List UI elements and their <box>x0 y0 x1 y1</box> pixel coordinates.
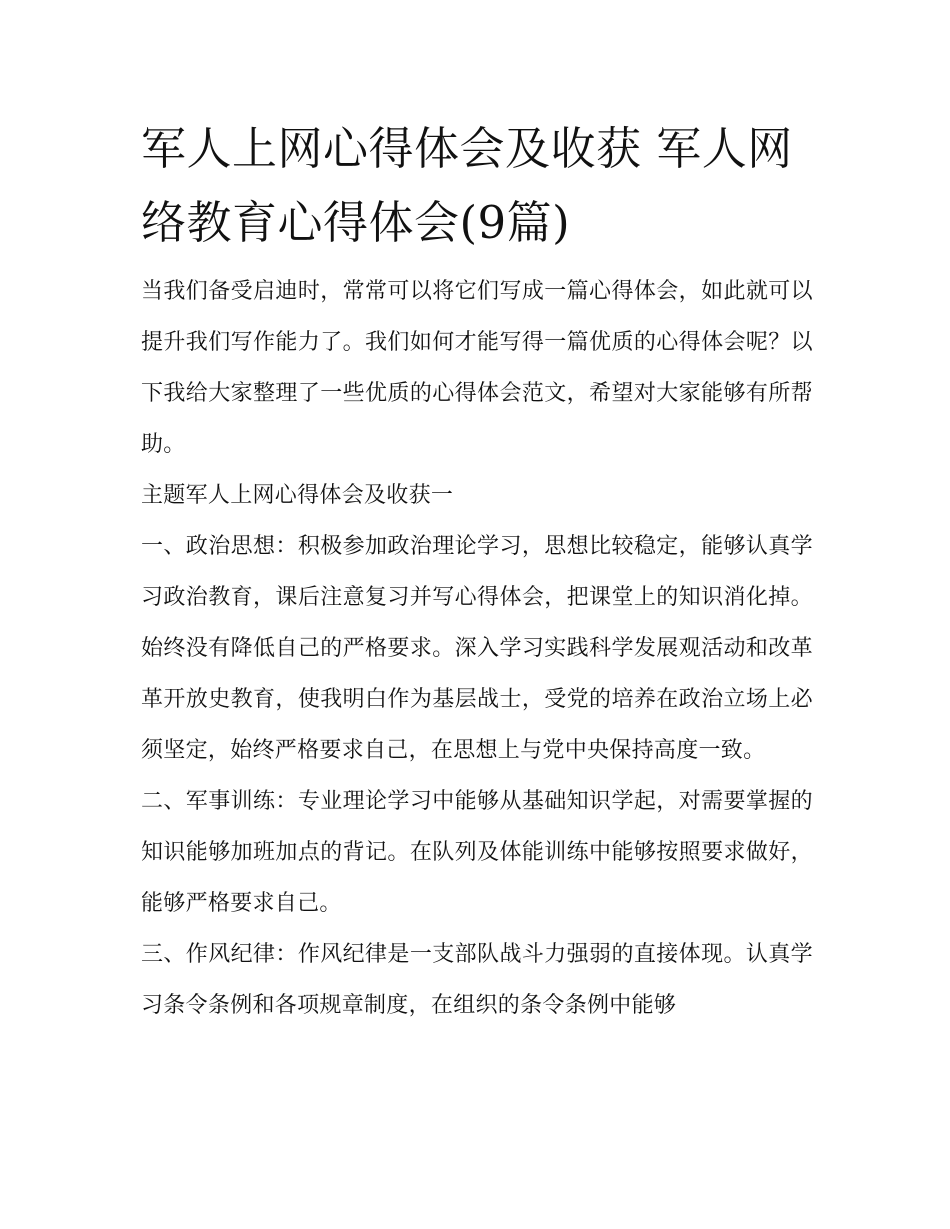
paragraph-political: 一、政治思想：积极参加政治理论学习，思想比较稳定，能够认真学习政治教育，课后注意复习并写心得体会，把课堂上的知识消化掉。始终没有降低自己的严格要求。深入学习实践科学发展观活动和改革革开放史教育，使我明白作为基层战士，受党的培养在政治立场上必须坚定，始终严格要求自己，在思想上与党中央保持高度一致。 <box>141 534 813 763</box>
document-body <box>141 266 813 1031</box>
document-page <box>141 112 813 1031</box>
section-heading: 主题军人上网心得体会及收获一 <box>141 483 454 508</box>
paragraph-discipline: 三、作风纪律：作风纪律是一支部队战斗力强弱的直接体现。认真学习条令条例和各项规章制度，在组织的条令条例中能够 <box>141 942 813 1018</box>
intro-paragraph: 当我们备受启迪时，常常可以将它们写成一篇心得体会，如此就可以提升我们写作能力了。我们如何才能写得一篇优质的心得体会呢？以下我给大家整理了一些优质的心得体会范文，希望对大家能够有所帮助。 <box>141 279 813 457</box>
document-title: 军人上网心得体会及收获 军人网络教育心得体会(9篇) <box>141 122 793 249</box>
paragraph-military-training: 二、军事训练：专业理论学习中能够从基础知识学起，对需要掌握的知识能够加班加点的背记。在队列及体能训练中能够按照要求做好，能够严格要求自己。 <box>141 789 813 916</box>
